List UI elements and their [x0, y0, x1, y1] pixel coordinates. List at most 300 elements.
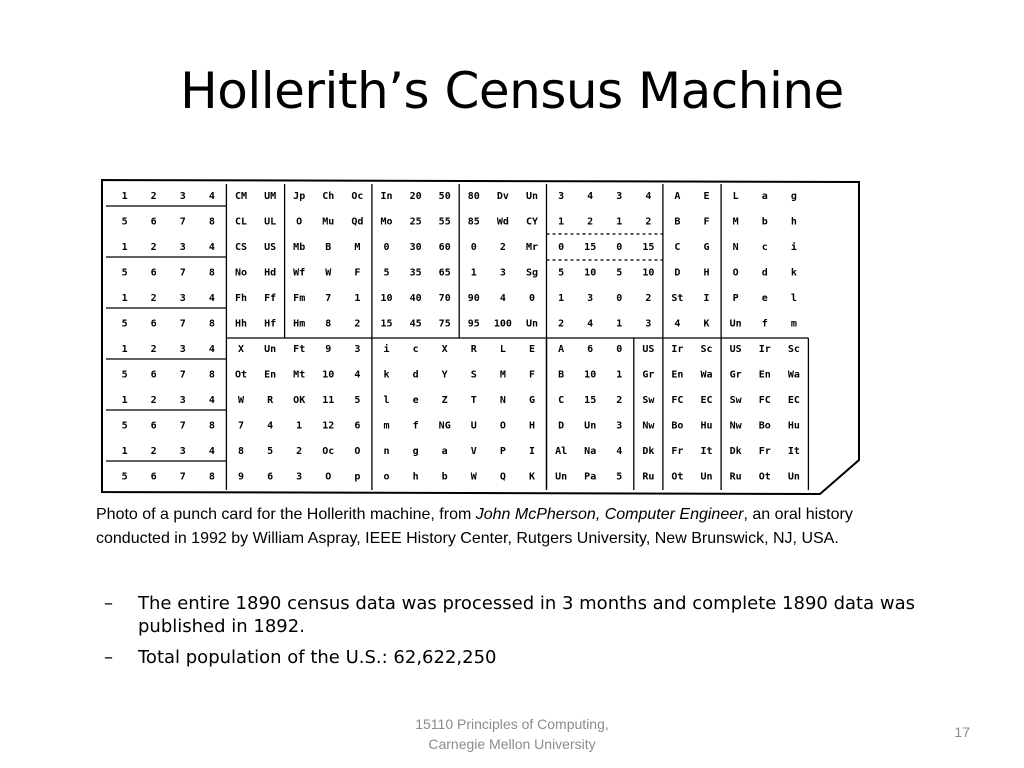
punch-card-cell: FC — [671, 395, 684, 406]
punch-card-cell: i — [790, 242, 797, 253]
punch-card-cell: 6 — [150, 369, 157, 381]
punch-card-cell: B — [325, 242, 332, 253]
punch-card-cell: US — [264, 242, 277, 253]
punch-card-cell: UL — [264, 216, 277, 228]
punch-card-cell: 8 — [208, 267, 215, 279]
punch-card-cell: b — [761, 216, 768, 228]
punch-card-cell: 25 — [409, 216, 422, 228]
punch-card-image — [100, 178, 862, 496]
punch-card-cell: U — [470, 420, 477, 432]
punch-card-cell: Mb — [293, 242, 306, 253]
punch-card-cell: CM — [234, 191, 248, 202]
punch-card-cell: 6 — [354, 420, 361, 432]
punch-card-cell: W — [237, 395, 245, 406]
punch-card-cell: Mo — [380, 216, 393, 228]
punch-card-cell: O — [296, 216, 303, 228]
punch-card-cell: G — [703, 242, 710, 253]
punch-card-cell: Un — [787, 471, 800, 483]
punch-card-cell: 6 — [267, 471, 274, 483]
punch-card-cell: L — [732, 191, 739, 202]
punch-card-cell: 1 — [558, 293, 565, 304]
punch-card-cell: En — [671, 369, 684, 381]
punch-card-cell: I — [528, 446, 536, 457]
punch-card-cell: It — [787, 446, 800, 457]
punch-card-cell: a — [761, 191, 768, 202]
punch-card-cell: Jp — [293, 191, 306, 202]
punch-card-cell: Wa — [700, 369, 713, 381]
punch-card-cell: f — [412, 420, 419, 432]
punch-card-cell: 60 — [438, 242, 451, 253]
punch-card-cell: V — [470, 446, 477, 457]
punch-card-cell: 4 — [587, 318, 594, 330]
punch-card-cell: 2 — [150, 395, 157, 406]
punch-card-cell: i — [383, 344, 390, 355]
punch-card-cell: 15 — [584, 242, 597, 253]
punch-card-cell: 8 — [208, 471, 215, 483]
punch-card-cell: W — [470, 471, 477, 483]
punch-card-cell: O — [354, 446, 361, 457]
punch-card-cell: Q — [499, 471, 506, 483]
punch-card-cell: Ot — [758, 471, 771, 483]
punch-card-cell: C — [558, 395, 565, 406]
punch-card-cell: 4 — [674, 318, 681, 330]
punch-card-cell: Wf — [293, 267, 306, 279]
punch-card-cell: 40 — [409, 293, 422, 304]
punch-card-cell: 3 — [179, 293, 186, 304]
punch-card-cell: M — [354, 242, 361, 253]
punch-card-cell: Al — [555, 446, 568, 457]
punch-card-cell: 75 — [438, 318, 451, 330]
punch-card-cell: EC — [787, 395, 800, 406]
punch-card-cell: 65 — [438, 267, 451, 279]
punch-card-cell: W — [325, 267, 332, 279]
punch-card-cell: o — [383, 471, 390, 483]
punch-card-cell: 4 — [267, 420, 274, 432]
punch-card-cell: 3 — [296, 471, 303, 483]
punch-card-cell: Dk — [729, 446, 742, 457]
punch-card-cell: 10 — [322, 369, 335, 381]
punch-card-cell: Hu — [787, 420, 800, 432]
punch-card-cell: 5 — [121, 471, 128, 483]
punch-card-cell: m — [383, 420, 390, 432]
punch-card-cell: 5 — [354, 395, 361, 406]
punch-card-cell: Pa — [584, 471, 597, 483]
bullet-text: The entire 1890 census data was processed in 3 months and complete 1890 data was published in 1892. — [138, 593, 915, 637]
punch-card-cell: 2 — [354, 318, 361, 330]
punch-card-cell: Ir — [758, 344, 771, 355]
punch-card-cell: 7 — [179, 369, 186, 381]
punch-card-cell: Ch — [322, 191, 335, 202]
punch-card-cell: Oc — [351, 191, 364, 202]
punch-card-cell: 0 — [470, 242, 477, 253]
punch-card-cell: 30 — [409, 242, 422, 253]
punch-card-cell: F — [528, 369, 536, 381]
punch-card-svg — [100, 178, 862, 496]
punch-card-cell: Fh — [234, 293, 248, 304]
punch-card-cell: R — [470, 344, 477, 355]
punch-card-cell: c — [761, 242, 768, 253]
punch-card-cell: Un — [584, 420, 597, 432]
punch-card-cell: K — [703, 318, 710, 330]
punch-card-cell: 1 — [616, 369, 623, 381]
punch-card-cell: 10 — [584, 267, 597, 279]
punch-card-cell: 2 — [499, 242, 506, 253]
punch-card-cell: 1 — [616, 216, 623, 228]
punch-card-cell: 15 — [584, 395, 597, 406]
punch-card-cell: Sg — [525, 267, 539, 279]
punch-card-cell: Sw — [729, 395, 742, 406]
bullet-item — [104, 646, 944, 669]
punch-card-cell: St — [671, 293, 684, 304]
punch-card-cell: 2 — [296, 446, 303, 457]
punch-card-cell: 4 — [499, 293, 506, 304]
punch-card-cell: Gr — [729, 369, 742, 381]
punch-card-cell: 2 — [150, 293, 157, 304]
punch-card-cell: Un — [700, 471, 713, 483]
punch-card-cell: 80 — [467, 191, 480, 202]
punch-card-cell: 1 — [121, 344, 128, 355]
punch-card-cell: US — [642, 344, 655, 355]
punch-card-cell: m — [790, 318, 797, 330]
punch-card-cell: 3 — [558, 191, 565, 202]
punch-card-cell: Y — [441, 369, 448, 381]
punch-card-cell: 20 — [409, 191, 422, 202]
punch-card-cell: CL — [234, 216, 248, 228]
punch-card-cell: O — [325, 471, 332, 483]
bullet-list — [104, 592, 944, 677]
punch-card-cell: f — [761, 318, 768, 330]
punch-card-cell: Dv — [496, 191, 509, 202]
punch-card-cell: 7 — [179, 420, 186, 432]
punch-card-cell: M — [732, 216, 739, 228]
punch-card-cell: EC — [700, 395, 713, 406]
punch-card-cell: 7 — [179, 471, 186, 483]
punch-card-cell: 5 — [121, 369, 128, 381]
punch-card-cell: R — [267, 395, 274, 406]
punch-card-cell: 4 — [354, 369, 361, 381]
punch-card-cell: 5 — [121, 318, 128, 330]
punch-card-cell: 1 — [470, 267, 477, 279]
punch-card-cell: X — [441, 344, 448, 355]
punch-card-cell: 4 — [645, 191, 652, 202]
punch-card-cell: Fm — [293, 293, 306, 304]
punch-card-cell: 3 — [179, 395, 186, 406]
slide-title: Hollerith’s Census Machine — [180, 62, 844, 120]
punch-card-cell: Fr — [758, 446, 771, 457]
punch-card-cell: 2 — [150, 446, 157, 457]
punch-card-cell: 0 — [616, 293, 623, 304]
punch-card-cell: 1 — [121, 446, 128, 457]
punch-card-cell: 4 — [208, 191, 215, 202]
punch-card-cell: Hm — [293, 318, 306, 330]
punch-card-cell: I — [703, 293, 710, 304]
punch-card-cell: 0 — [616, 242, 623, 253]
punch-card-cell: 5 — [616, 267, 623, 279]
punch-card-cell: 9 — [325, 344, 332, 355]
punch-card-cell: 5 — [121, 267, 128, 279]
punch-card-cell: NG — [438, 420, 451, 432]
punch-card-cell: 1 — [354, 293, 361, 304]
punch-card-cell: P — [499, 446, 506, 457]
punch-card-cell: d — [412, 369, 419, 381]
punch-card-cell: L — [499, 344, 506, 355]
punch-card-cell: 5 — [558, 267, 565, 279]
punch-card-cell: K — [528, 471, 536, 483]
punch-card-cell: 8 — [208, 369, 215, 381]
punch-card-cell: 3 — [616, 191, 623, 202]
punch-card-cell: 7 — [179, 216, 186, 228]
punch-card-cell: Fr — [671, 446, 684, 457]
punch-card-cell: 6 — [587, 344, 594, 355]
punch-card-cell: 3 — [179, 446, 186, 457]
punch-card-cell: 6 — [150, 318, 157, 330]
punch-card-cell: 2 — [150, 242, 157, 253]
punch-card-cell: n — [383, 446, 390, 457]
punch-card-cell: Nw — [642, 420, 655, 432]
punch-card-cell: Ru — [729, 471, 742, 483]
punch-card-cell: 6 — [150, 267, 157, 279]
punch-card-cell: Gr — [642, 369, 655, 381]
bullet-dash: – — [104, 593, 113, 614]
punch-card-cell: E — [703, 191, 710, 202]
punch-card-cell: T — [470, 395, 477, 406]
punch-card-cell: Ir — [671, 344, 684, 355]
punch-card-cell: 5 — [616, 471, 623, 483]
bullet-item — [104, 592, 944, 638]
punch-card-cell: 1 — [121, 242, 128, 253]
punch-card-cell: 15 — [642, 242, 655, 253]
punch-card-cell: 2 — [150, 191, 157, 202]
punch-card-cell: Sw — [642, 395, 655, 406]
punch-card-cell: P — [732, 293, 739, 304]
punch-card-cell: 5 — [121, 216, 128, 228]
punch-card-cell: 100 — [493, 318, 512, 330]
punch-card-cell: c — [412, 344, 419, 355]
punch-card-cell: d — [761, 267, 768, 279]
punch-card-cell: D — [674, 267, 681, 279]
punch-card-cell: Un — [729, 318, 742, 330]
page-number: 17 — [954, 724, 970, 740]
punch-card-cell: 0 — [383, 242, 390, 253]
punch-card-cell: k — [790, 267, 797, 279]
punch-card-cell: 1 — [296, 420, 303, 432]
punch-card-cell: Wa — [787, 369, 800, 381]
punch-card-cell: Ru — [642, 471, 655, 483]
punch-card-cell: CS — [234, 242, 248, 253]
punch-card-cell: 4 — [616, 446, 623, 457]
punch-card-cell: F — [703, 216, 710, 228]
punch-card-cell: l — [790, 293, 797, 304]
punch-card-cell: 8 — [325, 318, 332, 330]
punch-card-cell: Hh — [234, 318, 248, 330]
punch-card-cell: 3 — [354, 344, 361, 355]
punch-card-cell: N — [499, 395, 506, 406]
punch-card-cell: 3 — [179, 344, 186, 355]
punch-card-cell: 0 — [528, 293, 536, 304]
caption-text-end: , an oral history conducted in 1992 by William Aspray, IEEE History Center, Rutgers University, New Brunswick, NJ, USA. — [96, 506, 853, 547]
punch-card-cell: Mr — [525, 242, 539, 253]
punch-card-cell: Wd — [496, 216, 509, 228]
punch-card-cell: F — [354, 267, 361, 279]
punch-card-cell: 8 — [208, 216, 215, 228]
punch-card-cell: It — [700, 446, 713, 457]
punch-card-cell: 3 — [179, 191, 186, 202]
punch-card-cell: 2 — [616, 395, 623, 406]
punch-card-cell: 2 — [558, 318, 565, 330]
bullet-dash: – — [104, 647, 113, 668]
punch-card-cell: 9 — [237, 471, 245, 483]
punch-card-cell: 12 — [322, 420, 335, 432]
punch-card-cell: Hu — [700, 420, 713, 432]
punch-card-cell: Mu — [322, 216, 335, 228]
punch-card-cell: X — [237, 344, 245, 355]
punch-card-cell: 8 — [237, 446, 245, 457]
punch-card-cell: 2 — [645, 216, 652, 228]
punch-card-cell: 7 — [179, 318, 186, 330]
punch-card-cell: Nw — [729, 420, 742, 432]
punch-card-cell: H — [528, 420, 536, 432]
punch-card-cell: 3 — [179, 242, 186, 253]
punch-card-cell: 3 — [587, 293, 594, 304]
punch-card-cell: 70 — [438, 293, 451, 304]
punch-card-cell: Un — [555, 471, 568, 483]
punch-card-cell: UM — [264, 191, 277, 202]
punch-card-cell: 90 — [467, 293, 480, 304]
punch-card-cell: 6 — [150, 471, 157, 483]
punch-card-cell: M — [499, 369, 506, 381]
punch-card-cell: Bo — [758, 420, 771, 432]
punch-card-cell: O — [499, 420, 506, 432]
punch-card-cell: a — [441, 446, 448, 457]
punch-card-cell: Ot — [234, 369, 248, 381]
punch-card-cell: 11 — [322, 395, 335, 406]
punch-card-cell: D — [558, 420, 565, 432]
punch-card-cell: 5 — [383, 267, 390, 279]
punch-card-cell: 15 — [380, 318, 393, 330]
punch-card-cell: e — [761, 293, 768, 304]
punch-card-cell: C — [674, 242, 681, 253]
punch-card-cell: 2 — [150, 344, 157, 355]
punch-card-cell: H — [703, 267, 710, 279]
punch-card-cell: Oc — [322, 446, 335, 457]
punch-card-cell: 4 — [587, 191, 594, 202]
caption-text: Photo of a punch card for the Hollerith machine, from — [96, 506, 476, 523]
footer-university: Carnegie Mellon University — [428, 736, 596, 752]
punch-card-cell: Bo — [671, 420, 684, 432]
punch-card-cell: Z — [441, 395, 448, 406]
footer-course: 15110 Principles of Computing, — [415, 716, 609, 732]
punch-card-cell: g — [790, 191, 797, 202]
punch-card-cell: Hf — [264, 318, 277, 330]
punch-card-cell: O — [732, 267, 739, 279]
punch-card-cell: En — [264, 369, 277, 381]
punch-card-cell: 5 — [267, 446, 274, 457]
punch-card-cell: Sc — [700, 344, 713, 355]
punch-card-cell: 35 — [409, 267, 422, 279]
punch-card-cell: 1 — [121, 395, 128, 406]
punch-card-cell: 2 — [645, 293, 652, 304]
punch-card-cell: 10 — [584, 369, 597, 381]
punch-card-cell: G — [528, 395, 536, 406]
punch-card-cell: 3 — [616, 420, 623, 432]
punch-card-cell: 0 — [616, 344, 623, 355]
punch-card-cell: No — [234, 267, 248, 279]
punch-card-cell: 3 — [499, 267, 506, 279]
punch-card-cell: OK — [293, 395, 306, 406]
footer — [360, 714, 664, 754]
punch-card-cell: 7 — [179, 267, 186, 279]
punch-card-cell: 5 — [121, 420, 128, 432]
punch-card-cell: 10 — [380, 293, 393, 304]
punch-card-cell: 45 — [409, 318, 422, 330]
punch-card-cell: b — [441, 471, 448, 483]
punch-card-cell: CY — [525, 216, 539, 228]
punch-card-cell: 2 — [587, 216, 594, 228]
punch-card-cell: A — [558, 344, 565, 355]
punch-card-cell: 3 — [645, 318, 652, 330]
punch-card-cell: US — [729, 344, 742, 355]
punch-card-cell: h — [412, 471, 419, 483]
punch-card-cell: 6 — [150, 420, 157, 432]
punch-card-cell: 95 — [467, 318, 480, 330]
punch-card-cell: Un — [264, 344, 277, 355]
punch-card-cell: Un — [525, 318, 539, 330]
punch-card-cell: 6 — [150, 216, 157, 228]
punch-card-cell: B — [674, 216, 681, 228]
punch-card-cell: 1 — [121, 191, 128, 202]
punch-card-cell: g — [412, 446, 419, 457]
punch-card-cell: 10 — [642, 267, 655, 279]
punch-card-cell: e — [412, 395, 419, 406]
punch-card-cell: 0 — [558, 242, 565, 253]
punch-card-cell: 1 — [121, 293, 128, 304]
punch-card-cell: k — [383, 369, 390, 381]
punch-card-cell: In — [380, 191, 393, 202]
punch-card-cell: B — [558, 369, 565, 381]
punch-card-cell: 4 — [208, 446, 215, 457]
punch-card-cell: 4 — [208, 293, 215, 304]
punch-card-cell: 55 — [438, 216, 451, 228]
punch-card-cell: Sc — [787, 344, 800, 355]
punch-card-cell: Ot — [671, 471, 684, 483]
punch-card-cell: p — [354, 471, 361, 483]
punch-card-cell: Dk — [642, 446, 655, 457]
punch-card-cell: 4 — [208, 242, 215, 253]
punch-card-cell: 4 — [208, 344, 215, 355]
image-caption — [96, 503, 856, 551]
punch-card-cell: 4 — [208, 395, 215, 406]
punch-card-cell: 85 — [467, 216, 480, 228]
punch-card-cell: Ft — [293, 344, 306, 355]
punch-card-cell: 7 — [325, 293, 332, 304]
punch-card-cell: Na — [584, 446, 597, 457]
punch-card-cell: 7 — [237, 420, 245, 432]
punch-card-cell: N — [732, 242, 739, 253]
punch-card-cell: E — [528, 344, 536, 355]
punch-card-cell: 50 — [438, 191, 451, 202]
punch-card-cell: h — [790, 216, 797, 228]
punch-card-cell: 8 — [208, 318, 215, 330]
punch-card-cell: 8 — [208, 420, 215, 432]
punch-card-cell: Un — [525, 191, 539, 202]
punch-card-cell: 1 — [616, 318, 623, 330]
punch-card-cell: FC — [758, 395, 771, 406]
punch-card-cell: Mt — [293, 369, 306, 381]
bullet-text: Total population of the U.S.: 62,622,250 — [138, 647, 497, 668]
punch-card-cell: A — [674, 191, 681, 202]
punch-card-cell: Hd — [264, 267, 277, 279]
punch-card-cell: En — [758, 369, 771, 381]
